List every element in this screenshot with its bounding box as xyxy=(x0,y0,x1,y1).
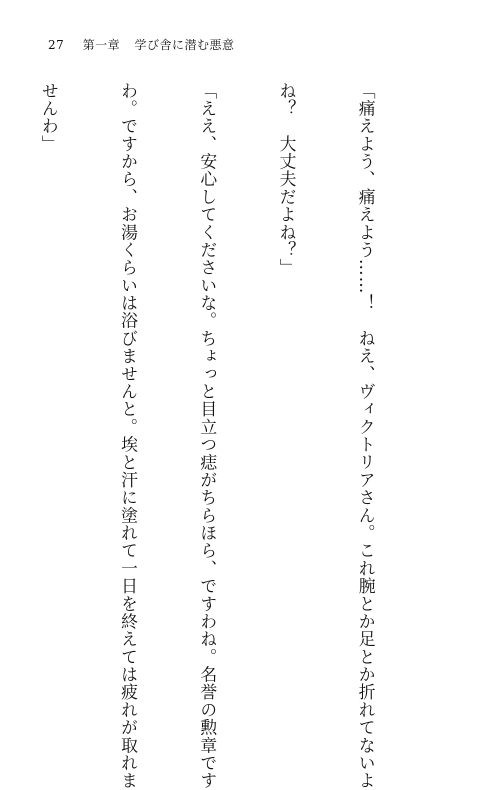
chapter-title: 学び舎に潜む悪意 xyxy=(134,38,235,52)
text-line: せんわ」 xyxy=(39,82,60,153)
running-head xyxy=(48,36,234,53)
text-line: 「ええ、安心してくださいな。ちょっと目立つ痣がちらほら、ですわね。名誉の勲章です xyxy=(197,82,218,790)
text-line: わ。ですから、お湯くらいは浴びませんと。埃と汗に塗れて一日を終えては疲れが取れま xyxy=(118,82,139,790)
text-line: ね？ 大丈夫だよね？」 xyxy=(276,82,297,277)
body-text xyxy=(0,82,432,790)
page-number: 27 xyxy=(48,38,65,52)
chapter-label: 第一章 xyxy=(82,38,121,52)
text-line: 「痛えよう、痛えよう……！ ねえ、ヴィクトリアさん。これ腕とか足とか折れてないよ xyxy=(356,82,377,790)
